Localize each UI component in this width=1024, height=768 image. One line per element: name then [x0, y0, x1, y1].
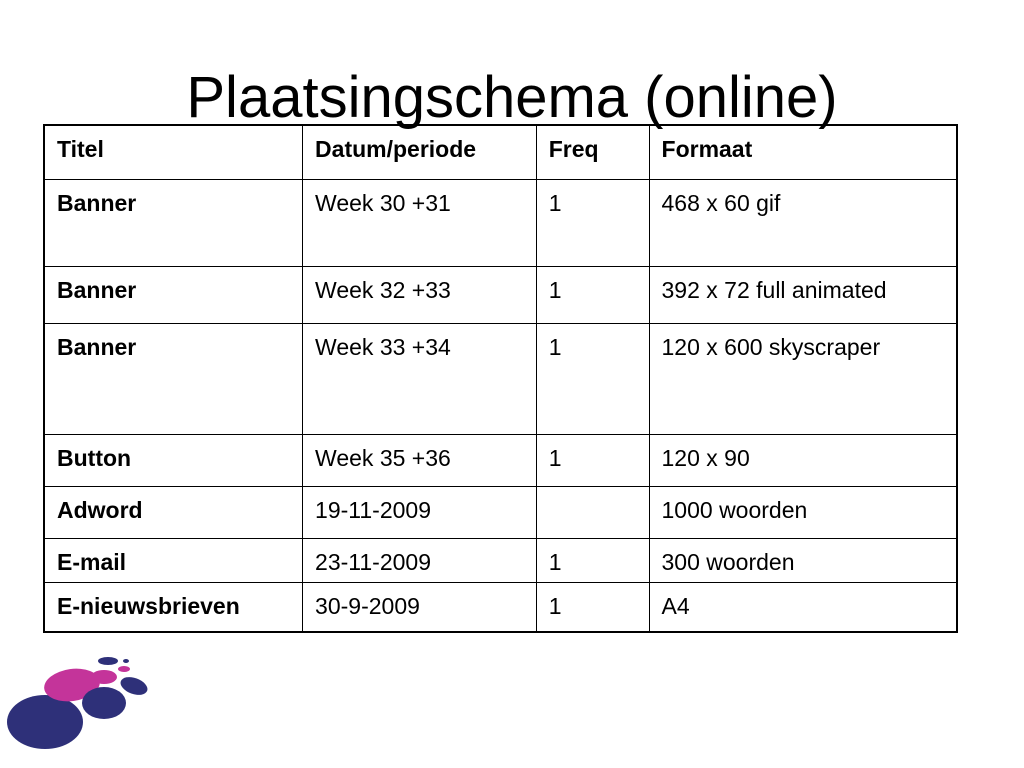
cell-formaat: 300 woorden [649, 538, 957, 582]
cell-titel: Button [44, 434, 303, 486]
cell-formaat: 120 x 90 [649, 434, 957, 486]
cell-freq: 1 [536, 582, 649, 632]
cell-periode: Week 30 +31 [303, 179, 537, 266]
cell-freq: 1 [536, 538, 649, 582]
logo-bubble [98, 657, 118, 665]
header-formaat: Formaat [649, 125, 957, 179]
cell-formaat: 1000 woorden [649, 486, 957, 538]
logo-bubble [123, 659, 129, 663]
cell-periode: Week 35 +36 [303, 434, 537, 486]
cell-periode: 19-11-2009 [303, 486, 537, 538]
header-datum-periode: Datum/periode [303, 125, 537, 179]
header-freq: Freq [536, 125, 649, 179]
logo-bubble [91, 670, 117, 684]
company-logo [0, 650, 160, 760]
cell-periode: 23-11-2009 [303, 538, 537, 582]
cell-formaat: 120 x 600 skyscraper [649, 323, 957, 434]
cell-titel: Banner [44, 266, 303, 323]
placement-schedule-table [43, 124, 958, 633]
cell-formaat: 392 x 72 full animated [649, 266, 957, 323]
cell-freq [536, 486, 649, 538]
cell-freq: 1 [536, 179, 649, 266]
table-row [44, 323, 957, 434]
cell-periode: Week 33 +34 [303, 323, 537, 434]
cell-freq: 1 [536, 434, 649, 486]
table-row [44, 434, 957, 486]
slide-title: Plaatsingschema (online) [186, 65, 838, 130]
cell-freq: 1 [536, 323, 649, 434]
table-row [44, 538, 957, 582]
table-row [44, 486, 957, 538]
cell-formaat: A4 [649, 582, 957, 632]
logo-bubble [7, 695, 83, 749]
logo-bubble [118, 674, 150, 699]
cell-titel: Adword [44, 486, 303, 538]
cell-titel: Banner [44, 179, 303, 266]
logo-bubble [118, 666, 130, 672]
table-row [44, 179, 957, 266]
cell-formaat: 468 x 60 gif [649, 179, 957, 266]
table-header-row [44, 125, 957, 179]
cell-titel: E-nieuwsbrieven [44, 582, 303, 632]
cell-titel: E-mail [44, 538, 303, 582]
table-row [44, 266, 957, 323]
cell-freq: 1 [536, 266, 649, 323]
table-row [44, 582, 957, 632]
cell-periode: 30-9-2009 [303, 582, 537, 632]
cell-titel: Banner [44, 323, 303, 434]
cell-periode: Week 32 +33 [303, 266, 537, 323]
logo-bubble [82, 687, 126, 719]
header-titel: Titel [44, 125, 303, 179]
